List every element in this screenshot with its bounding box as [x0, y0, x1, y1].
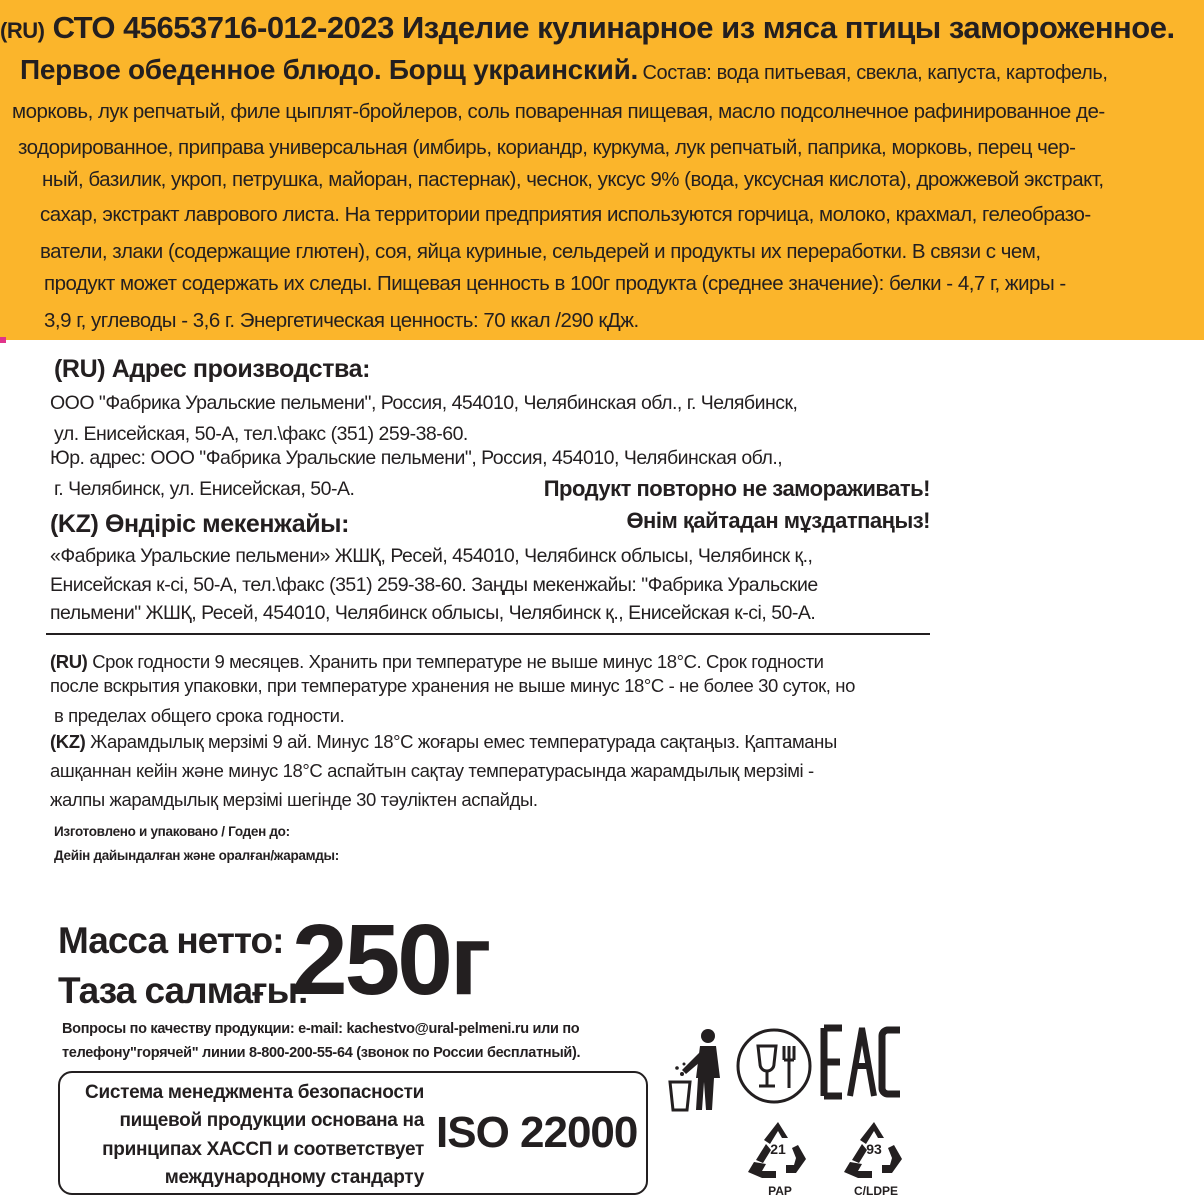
- storage-kz-line: жалпы жарамдылық мерзімі шегінде 30 тәуліктен аспайды.: [50, 789, 538, 810]
- composition-line: Состав: вода питьевая, свекла, капуста, картофель,: [642, 62, 1108, 84]
- made-date-label-ru: Изготовлено и упаковано / Годен до:: [54, 824, 290, 839]
- address-ru-line: Юр. адрес: ООО "Фабрика Уральские пельмени", Россия, 454010, Челябинская обл.,: [50, 447, 783, 469]
- color-mark: [0, 337, 6, 343]
- product-title-line: [0, 10, 1204, 46]
- made-date-label-kz: Дейін дайындалған және оралған/жарамды:: [54, 848, 339, 863]
- lang-tag-ru: (RU): [54, 355, 106, 383]
- lang-tag-kz: (KZ): [50, 731, 86, 752]
- lang-tag-kz: (KZ): [50, 510, 99, 538]
- iso-text-line: принципах ХАССП и соответствует: [102, 1139, 424, 1160]
- address-kz-line: «Фабрика Уральские пельмени» ЖШҚ, Ресей, 454010, Челябинск облысы, Челябинск қ.,: [50, 545, 813, 567]
- storage-kz-line: ашқаннан кейін және минус 18°С аспайтын сақтау температурасында жарамдылық мерзімі -: [50, 760, 814, 781]
- product-title: СТО 45653716-012-2023 Изделие кулинарное из мяса птицы замороженное.: [52, 10, 1175, 45]
- recycle-code-number: 21: [770, 1141, 786, 1157]
- address-ru-heading: (RU) Адрес производства:: [54, 355, 371, 383]
- recycle-code-number: 93: [866, 1141, 882, 1157]
- quality-contact-line: телефону"горячей" линии 8-800-200-55-64 (звонок по России бесплатный).: [62, 1045, 581, 1061]
- storage-kz-line: (KZ) Жарамдылық мерзімі 9 ай. Минус 18°С жоғары емес температурада сақтаңыз. Қаптаманы: [50, 731, 837, 752]
- no-refreeze-warning-ru: Продукт повторно не замораживать!: [543, 476, 930, 501]
- food-contact-icon: [734, 1026, 814, 1106]
- composition-line: сахар, экстракт лаврового листа. На территории предприятия используются горчица, молоко, крахмал, гелеобразо-: [40, 203, 1091, 226]
- product-name: Первое обеденное блюдо. Борщ украинский.: [20, 54, 638, 85]
- eac-mark-icon: [820, 1024, 904, 1100]
- quality-contact-line: Вопросы по качеству продукции: e-mail: kachestvo@ural-pelmeni.ru или по: [62, 1021, 580, 1037]
- composition-line: зодорированное, приправа универсальная (имбирь, кориандр, куркума, лук репчатый, паприка, морковь, перец чер-: [18, 136, 1076, 159]
- iso-text-line: Система менеджмента безопасности: [85, 1082, 424, 1103]
- storage-ru-line: после вскрытия упаковки, при температуре хранения не выше минус 18°С - не более 30 суток, но: [50, 675, 855, 696]
- address-kz-heading: (KZ) Өндіріс мекенжайы:: [50, 510, 350, 538]
- composition-line: ный, базилик, укроп, петрушка, майоран, пастернак), чеснок, уксус 9% (вода, уксусная кислота), дрожжевой экстракт,: [42, 168, 1104, 191]
- storage-ru-line: в пределах общего срока годности.: [54, 705, 345, 726]
- net-weight-label-kz: Таза салмағы:: [58, 970, 309, 1011]
- no-refreeze-warning-kz: Өнім қайтадан мұздатпаңыз!: [626, 508, 930, 533]
- composition-line: ватели, злаки (содержащие глютен), соя, яйца куриные, сельдерей и продукты их переработки. В связи с чем,: [40, 240, 1041, 263]
- lang-tag-ru: (RU): [50, 651, 88, 672]
- composition-line: продукт может содержать их следы. Пищевая ценность в 100г продукта (среднее значение): белки - 4,7 г, жиры -: [44, 272, 1066, 295]
- composition-line: морковь, лук репчатый, филе цыплят-бройлеров, соль поваренная пищевая, масло подсолнечное рафинированное де-: [12, 100, 1105, 123]
- iso-standard-code: ISO 22000: [436, 1108, 638, 1157]
- address-kz-line: Енисейская к-сі, 50-А, тел.\факс (351) 259-38-60. Заңды мекенжайы: "Фабрика Уральские: [50, 574, 818, 596]
- net-weight-value: 250г: [292, 904, 489, 1016]
- recycle-code-label: C/LDPE: [853, 1184, 898, 1198]
- product-subtitle-line: [20, 54, 1108, 86]
- divider: [46, 633, 930, 635]
- address-kz-line: пельмени" ЖШҚ, Ресей, 454010, Челябинск облысы, Челябинск қ., Енисейская к-сі, 50-А.: [50, 602, 816, 624]
- iso-text-line: международному стандарту: [164, 1167, 424, 1188]
- lang-tag-ru: (RU): [0, 18, 45, 43]
- recycle-code-label: PAP: [768, 1184, 792, 1198]
- dispose-in-bin-icon: [664, 1028, 730, 1114]
- address-ru-line: ул. Енисейская, 50-А, тел.\факс (351) 259-38-60.: [54, 423, 468, 445]
- net-weight-label-ru: Масса нетто:: [58, 920, 284, 961]
- composition-line: 3,9 г, углеводы - 3,6 г. Энергетическая ценность: 70 ккал /290 кДж.: [44, 309, 639, 332]
- composition-band: [0, 0, 1204, 340]
- storage-ru-line: (RU) Срок годности 9 месяцев. Хранить при температуре не выше минус 18°С. Срок годности: [50, 651, 824, 672]
- address-ru-line: ООО "Фабрика Уральские пельмени", Россия, 454010, Челябинская обл., г. Челябинск,: [50, 392, 798, 414]
- address-ru-line: г. Челябинск, ул. Енисейская, 50-А.: [54, 478, 355, 500]
- iso-text-line: пищевой продукции основана на: [119, 1110, 424, 1131]
